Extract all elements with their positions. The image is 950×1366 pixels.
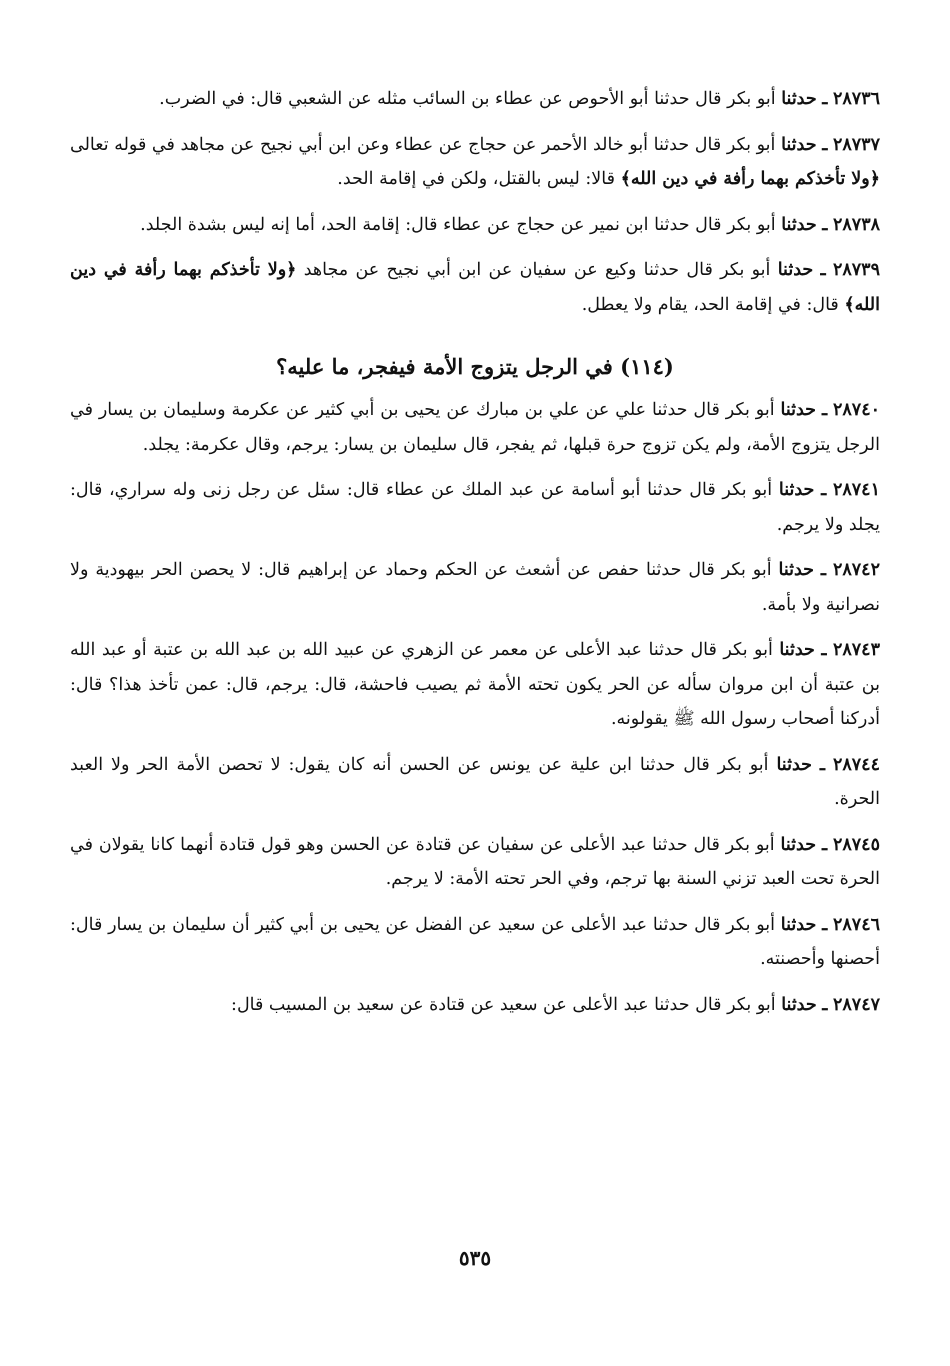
hadith-number: ٢٨٧٣٨ [833,214,880,235]
hadith-number: ٢٨٧٤٠ [833,400,880,420]
hadith-28739 [70,253,880,322]
hadith-text-continued: قالا: ليس بالقتل، ولكن في إقامة الحد. [337,169,615,189]
hadith-number: ٢٨٧٣٧ [832,134,880,155]
hadith-text: أبو بكر قال حدثنا عبد الأعلى عن سعيد عن الفضل عن يحيى بن أبي كثير أن سليمان بن يسار قال: أحصنها وأحصنته. [70,914,880,969]
hadith-number: ٢٨٧٤١ [832,480,880,500]
hadith-text: أبو بكر قال حدثنا ابن علية عن يونس عن الحسن أنه كان يقول: لا تحصن الأمة الحر ولا العبد الحرة. [70,754,880,809]
hadith-text: أبو بكر قال حدثنا وكيع عن سفيان عن ابن أبي نجيح عن مجاهد [303,260,771,280]
dash-separator: ـ [820,560,827,580]
hadith-text-continued: قال: في إقامة الحد، يقام ولا يعطل. [581,294,839,315]
hadith-text: أبو بكر قال حدثنا أبو خالد الأحمر عن حجاج عن عطاء وعن ابن أبي نجيح عن مجاهد في قوله تعالى [70,134,776,155]
hadith-number: ٢٨٧٤٦ [833,914,880,935]
hadith-28744 [70,748,880,817]
page-number: ٥٣٥ [458,1246,492,1270]
hadith-text: أبو بكر قال حدثنا أبو الأحوص عن عطاء بن السائب مثله عن الشعبي قال: في الضرب. [159,89,776,109]
hadith-text: أبو بكر قال حدثنا علي عن علي بن مبارك عن يحيى بن أبي كثير عن عكرمة وسليمان بن يسار في الرجل يتزوج الأمة، ولم يكن تزوج حرة قبلها، ثم يفجر، قال سليمان بن يسار: يرجم، وقال عكرمة: يجلد. [70,400,880,455]
dash-separator: ـ [821,834,828,855]
dash-separator: ـ [822,89,828,109]
quran-quote: ﴿ولا تأخذكم بهما رأفة في دين الله﴾ [620,169,880,189]
dash-separator: ـ [819,754,826,775]
hadith-28747 [70,988,880,1023]
hadith-lead: حدثنا [777,260,814,280]
hadith-lead: حدثنا [779,640,815,660]
dash-separator: ـ [822,214,828,235]
hadith-number: ٢٨٧٤٤ [832,754,880,775]
quran-quote: ﴿ولا تأخذكم بهما رأفة في دين الله﴾ [70,260,880,315]
hadith-lead: حدثنا [781,89,817,109]
dash-separator: ـ [821,640,827,660]
dash-separator: ـ [821,480,827,500]
page-body [70,82,880,1033]
hadith-lead: حدثنا [780,834,817,855]
hadith-number: ٢٨٧٤٣ [832,640,880,660]
hadith-text: أبو بكر قال حدثنا عبد الأعلى عن سفيان عن قتادة عن الحسن وهو قول قتادة أنهما كانا يقولان في الحرة تحت العبد تزني السنة بها ترجم، وفي الحر تحته الأمة: لا يرجم. [70,834,880,889]
hadith-number: ٢٨٧٤٧ [833,994,880,1015]
hadith-28741 [70,473,880,542]
hadith-number: ٢٨٧٤٥ [832,834,880,855]
hadith-number: ٢٨٧٤٢ [832,560,880,580]
hadith-28737 [70,128,880,197]
dash-separator: ـ [822,994,828,1015]
hadith-lead: حدثنا [780,400,817,420]
hadith-text: أبو بكر قال حدثنا عبد الأعلى عن سعيد عن قتادة عن سعيد بن المسيب قال: [231,994,776,1015]
hadith-text: أبو بكر قال حدثنا ابن نمير عن حجاج عن عطاء قال: إقامة الحد، أما إنه ليس بشدة الجلد. [140,214,776,235]
hadith-text: أبو بكر قال حدثنا حفص عن أشعث عن الحكم وحماد عن إبراهيم قال: لا يحصن الحر بيهودية ولا نصرانية ولا بأمة. [70,560,880,615]
hadith-number: ٢٨٧٣٦ [833,89,880,109]
hadith-28740 [70,393,880,462]
hadith-lead: حدثنا [776,754,812,775]
hadith-lead: حدثنا [781,214,817,235]
hadith-28738 [70,208,880,243]
hadith-lead: حدثنا [781,994,817,1015]
hadith-28742 [70,553,880,622]
hadith-28746 [70,908,880,977]
hadith-lead: حدثنا [778,560,814,580]
hadith-lead: حدثنا [778,480,815,500]
hadith-28743 [70,633,880,737]
hadith-text: أبو بكر قال حدثنا أبو أسامة عن عبد الملك عن عطاء قال: سئل عن رجل زنى وله سراري، قال: يجلد ولا يرجم. [70,480,880,535]
dash-separator: ـ [822,914,828,935]
dash-separator: ـ [822,134,828,155]
hadith-28736 [70,82,880,117]
hadith-lead: حدثنا [780,914,817,935]
section-heading: (١١٤) في الرجل يتزوج الأمة فيفجر، ما عليه؟ [276,354,674,379]
hadith-number: ٢٨٧٣٩ [832,260,880,280]
dash-separator: ـ [821,400,828,420]
hadith-lead: حدثنا [781,134,817,155]
hadith-text: أبو بكر قال حدثنا عبد الأعلى عن معمر عن الزهري عن عبيد الله بن عبد الله بن عتبة أو عبد الله بن عتبة أن ابن مروان سأله عن الحر يكون تحته الأمة ثم يصيب فاحشة، قال: يرجم، قال: عمن تأخذ هذا؟ قال: أدركنا أصحاب رسول الله ﷺ يقولونه. [70,640,880,729]
hadith-28745 [70,828,880,897]
dash-separator: ـ [820,260,826,280]
